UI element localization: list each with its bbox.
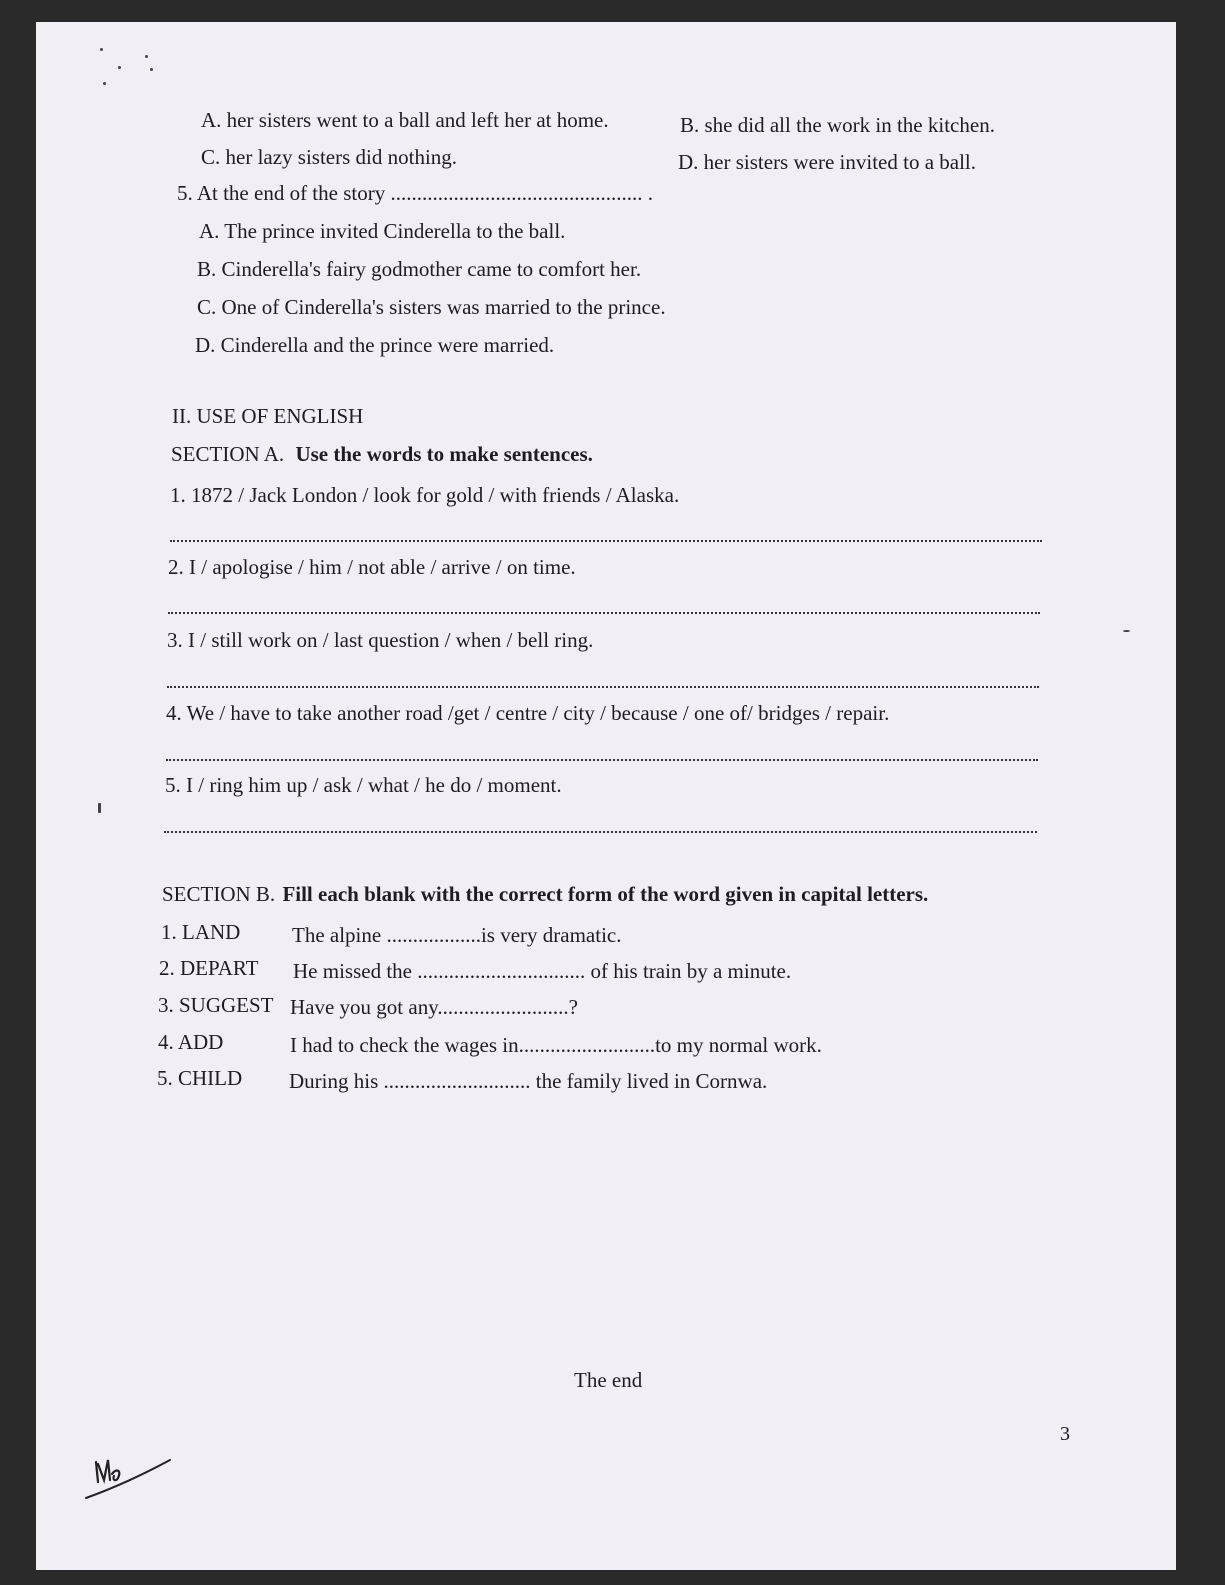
q4-option-b: B. she did all the work in the kitchen.: [680, 113, 995, 137]
section-a-item-4: 4. We / have to take another road /get / centre / city / because / one of/ bridges / repair.: [166, 701, 890, 725]
section-b-instruction: Fill each blank with the correct form of the word given in capital letters.: [282, 882, 929, 906]
answer-line-2[interactable]: [168, 612, 1040, 614]
section-b-word-2: 2. DEPART: [159, 956, 259, 980]
section-b-word-4: 4. ADD: [158, 1030, 224, 1054]
scan-speck: [145, 55, 148, 58]
section-a-instruction: Use the words to make sentences.: [295, 442, 593, 466]
scan-speck: [1123, 630, 1130, 632]
q4-option-c: C. her lazy sisters did nothing.: [201, 145, 458, 169]
answer-line-4[interactable]: [166, 759, 1038, 761]
scan-speck: [150, 68, 153, 71]
section-b-word-3: 3. SUGGEST: [158, 993, 274, 1017]
q4-option-d: D. her sisters were invited to a ball.: [678, 150, 976, 174]
q5-option-d: D. Cinderella and the prince were married.: [195, 333, 555, 357]
q5-option-b: B. Cinderella's fairy godmother came to comfort her.: [197, 257, 642, 281]
section-a-item-3: 3. I / still work on / last question / when / bell ring.: [167, 628, 594, 652]
part-heading: II. USE OF ENGLISH: [172, 404, 364, 428]
section-b-sentence-1: The alpine ..................is very dramatic.: [292, 923, 622, 947]
section-a-item-1: 1. 1872 / Jack London / look for gold / with friends / Alaska.: [170, 483, 680, 507]
section-a-item-2: 2. I / apologise / him / not able / arrive / on time.: [168, 555, 576, 579]
scan-speck: [98, 803, 101, 813]
section-a-item-5: 5. I / ring him up / ask / what / he do / moment.: [165, 773, 562, 797]
section-b-sentence-3: Have you got any.........................?: [290, 995, 578, 1019]
signature-mark: [84, 1450, 174, 1510]
section-b-label: SECTION B.: [162, 882, 276, 906]
page-number: 3: [1060, 1423, 1070, 1445]
q5-stem: 5. At the end of the story ................................................ .: [177, 181, 653, 205]
section-b-word-1: 1. LAND: [161, 920, 241, 944]
scan-speck: [118, 66, 121, 69]
section-a-label: SECTION A.: [171, 442, 285, 466]
answer-line-5[interactable]: [164, 831, 1037, 833]
scan-speck: [103, 82, 106, 85]
q5-option-a: A. The prince invited Cinderella to the ball.: [199, 219, 566, 243]
q4-option-a: A. her sisters went to a ball and left her at home.: [201, 108, 609, 132]
q5-option-c: C. One of Cinderella's sisters was married to the prince.: [197, 295, 666, 319]
section-a-title: [171, 444, 593, 465]
section-b-title: [162, 884, 928, 905]
answer-line-3[interactable]: [167, 686, 1039, 688]
section-b-sentence-5: During his ............................ the family lived in Cornwa.: [289, 1069, 768, 1093]
section-b-sentence-4: I had to check the wages in..........................to my normal work.: [290, 1033, 822, 1057]
answer-line-1[interactable]: [170, 540, 1042, 542]
scan-speck: [100, 48, 103, 51]
end-text: The end: [574, 1368, 643, 1392]
section-b-sentence-2: He missed the ................................ of his train by a minute.: [293, 959, 792, 983]
section-b-word-5: 5. CHILD: [157, 1066, 243, 1090]
